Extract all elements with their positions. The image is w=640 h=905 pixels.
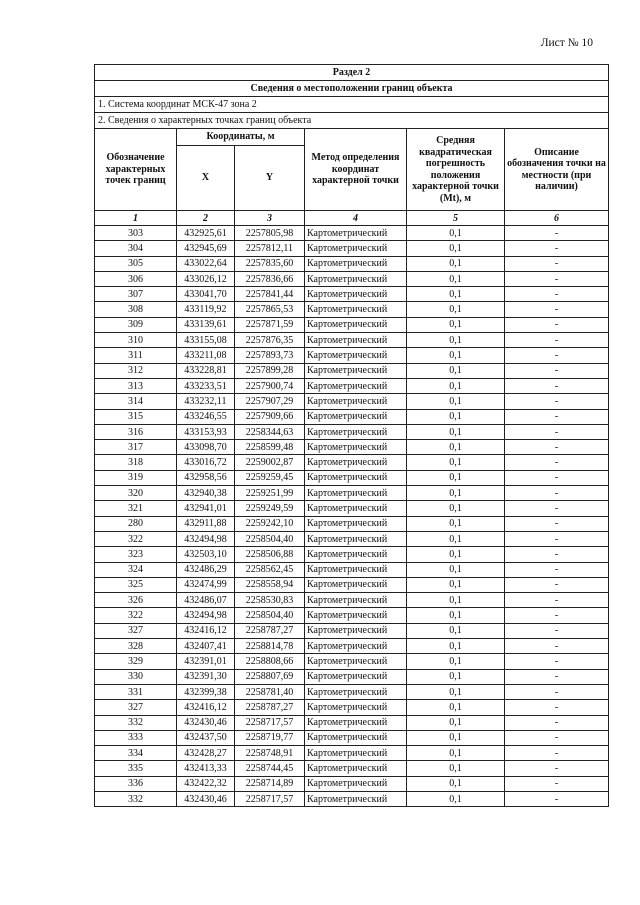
coord-x-cell: 432940,38 xyxy=(177,486,235,501)
description-cell: - xyxy=(505,547,609,562)
description-cell: - xyxy=(505,761,609,776)
coord-x-cell: 432416,12 xyxy=(177,700,235,715)
method-cell: Картометрический xyxy=(305,455,407,470)
point-id-cell: 328 xyxy=(95,639,177,654)
table-row xyxy=(95,547,609,562)
method-cell: Картометрический xyxy=(305,761,407,776)
coord-x-cell: 432925,61 xyxy=(177,226,235,241)
error-cell: 0,1 xyxy=(407,440,505,455)
coord-x-cell: 433026,12 xyxy=(177,271,235,286)
error-cell: 0,1 xyxy=(407,378,505,393)
coord-x-cell: 432911,88 xyxy=(177,516,235,531)
table-row xyxy=(95,378,609,393)
coord-y-cell: 2257900,74 xyxy=(235,378,305,393)
coord-y-cell: 2259251,99 xyxy=(235,486,305,501)
table-row xyxy=(95,700,609,715)
description-cell: - xyxy=(505,608,609,623)
coord-y-cell: 2259259,45 xyxy=(235,470,305,485)
method-cell: Картометрический xyxy=(305,715,407,730)
coord-y-cell: 2258504,40 xyxy=(235,531,305,546)
method-cell: Картометрический xyxy=(305,776,407,791)
table-row xyxy=(95,241,609,256)
method-cell: Картометрический xyxy=(305,317,407,332)
description-cell: - xyxy=(505,317,609,332)
error-cell: 0,1 xyxy=(407,562,505,577)
description-cell: - xyxy=(505,730,609,745)
table-row xyxy=(95,776,609,791)
error-cell: 0,1 xyxy=(407,256,505,271)
coord-x-cell: 433041,70 xyxy=(177,287,235,302)
coord-y-cell: 2258808,66 xyxy=(235,654,305,669)
description-cell: - xyxy=(505,409,609,424)
coord-x-cell: 432958,56 xyxy=(177,470,235,485)
method-cell: Картометрический xyxy=(305,302,407,317)
point-id-cell: 307 xyxy=(95,287,177,302)
description-cell: - xyxy=(505,241,609,256)
description-cell: - xyxy=(505,424,609,439)
error-cell: 0,1 xyxy=(407,394,505,409)
section-subtitle: Сведения о местоположении границ объекта xyxy=(95,81,609,97)
table-row xyxy=(95,608,609,623)
coord-y-cell: 2258562,45 xyxy=(235,562,305,577)
table-row xyxy=(95,593,609,608)
coord-x-cell: 433098,70 xyxy=(177,440,235,455)
coord-x-cell: 432422,32 xyxy=(177,776,235,791)
error-cell: 0,1 xyxy=(407,608,505,623)
point-id-cell: 325 xyxy=(95,577,177,592)
point-id-cell: 313 xyxy=(95,378,177,393)
error-cell: 0,1 xyxy=(407,547,505,562)
method-cell: Картометрический xyxy=(305,226,407,241)
coord-x-cell: 433119,92 xyxy=(177,302,235,317)
coord-x-cell: 432391,30 xyxy=(177,669,235,684)
error-cell: 0,1 xyxy=(407,593,505,608)
description-cell: - xyxy=(505,516,609,531)
coord-y-cell: 2257899,28 xyxy=(235,363,305,378)
description-cell: - xyxy=(505,700,609,715)
coord-x-cell: 432474,99 xyxy=(177,577,235,592)
description-cell: - xyxy=(505,715,609,730)
method-cell: Картометрический xyxy=(305,348,407,363)
table-row xyxy=(95,715,609,730)
col-number: 1 xyxy=(95,211,177,226)
table-row xyxy=(95,424,609,439)
table-row xyxy=(95,363,609,378)
error-cell: 0,1 xyxy=(407,287,505,302)
coord-y-cell: 2258558,94 xyxy=(235,577,305,592)
coord-y-cell: 2259002,87 xyxy=(235,455,305,470)
point-id-cell: 304 xyxy=(95,241,177,256)
col-number: 6 xyxy=(505,211,609,226)
point-id-cell: 322 xyxy=(95,531,177,546)
coordinate-system-line: 1. Система координат МСК-47 зона 2 xyxy=(95,97,609,113)
description-cell: - xyxy=(505,333,609,348)
coord-x-cell: 432416,12 xyxy=(177,623,235,638)
point-id-cell: 311 xyxy=(95,348,177,363)
description-cell: - xyxy=(505,363,609,378)
table-row xyxy=(95,669,609,684)
description-cell: - xyxy=(505,455,609,470)
description-cell: - xyxy=(505,577,609,592)
description-cell: - xyxy=(505,623,609,638)
table-row xyxy=(95,455,609,470)
method-cell: Картометрический xyxy=(305,378,407,393)
coord-x-cell: 433139,61 xyxy=(177,317,235,332)
description-cell: - xyxy=(505,776,609,791)
description-cell: - xyxy=(505,486,609,501)
coord-y-cell: 2258717,57 xyxy=(235,715,305,730)
table-row xyxy=(95,226,609,241)
coord-y-cell: 2258714,89 xyxy=(235,776,305,791)
coord-y-cell: 2257907,29 xyxy=(235,394,305,409)
table-row xyxy=(95,470,609,485)
coord-x-cell: 432945,69 xyxy=(177,241,235,256)
coord-x-cell: 432391,01 xyxy=(177,654,235,669)
coord-y-cell: 2258814,78 xyxy=(235,639,305,654)
coord-y-cell: 2258530,83 xyxy=(235,593,305,608)
point-id-cell: 318 xyxy=(95,455,177,470)
coord-y-cell: 2257805,98 xyxy=(235,226,305,241)
method-cell: Картометрический xyxy=(305,577,407,592)
coord-y-cell: 2257835,60 xyxy=(235,256,305,271)
description-cell: - xyxy=(505,791,609,806)
error-cell: 0,1 xyxy=(407,486,505,501)
header-y: Y xyxy=(235,146,305,211)
description-cell: - xyxy=(505,684,609,699)
coord-y-cell: 2258744,45 xyxy=(235,761,305,776)
coord-x-cell: 433211,08 xyxy=(177,348,235,363)
method-cell: Картометрический xyxy=(305,669,407,684)
coord-y-cell: 2257893,73 xyxy=(235,348,305,363)
coord-y-cell: 2257841,44 xyxy=(235,287,305,302)
error-cell: 0,1 xyxy=(407,700,505,715)
point-id-cell: 317 xyxy=(95,440,177,455)
error-cell: 0,1 xyxy=(407,363,505,378)
point-id-cell: 305 xyxy=(95,256,177,271)
header-description: Описание обозначения точки на местности (при наличии) xyxy=(505,129,609,211)
point-id-cell: 315 xyxy=(95,409,177,424)
method-cell: Картометрический xyxy=(305,363,407,378)
method-cell: Картометрический xyxy=(305,440,407,455)
error-cell: 0,1 xyxy=(407,730,505,745)
table-row xyxy=(95,302,609,317)
error-cell: 0,1 xyxy=(407,516,505,531)
point-id-cell: 329 xyxy=(95,654,177,669)
method-cell: Картометрический xyxy=(305,562,407,577)
method-cell: Картометрический xyxy=(305,593,407,608)
point-id-cell: 280 xyxy=(95,516,177,531)
point-id-cell: 320 xyxy=(95,486,177,501)
coord-x-cell: 432503,10 xyxy=(177,547,235,562)
description-cell: - xyxy=(505,593,609,608)
point-id-cell: 327 xyxy=(95,700,177,715)
method-cell: Картометрический xyxy=(305,424,407,439)
method-cell: Картометрический xyxy=(305,486,407,501)
method-cell: Картометрический xyxy=(305,333,407,348)
coord-y-cell: 2259249,59 xyxy=(235,501,305,516)
coord-x-cell: 432486,29 xyxy=(177,562,235,577)
point-id-cell: 322 xyxy=(95,608,177,623)
col-number: 2 xyxy=(177,211,235,226)
description-cell: - xyxy=(505,256,609,271)
point-id-cell: 327 xyxy=(95,623,177,638)
description-cell: - xyxy=(505,287,609,302)
sheet-number: Лист № 10 xyxy=(540,37,593,49)
table-row xyxy=(95,287,609,302)
method-cell: Картометрический xyxy=(305,700,407,715)
table-row xyxy=(95,761,609,776)
description-cell: - xyxy=(505,271,609,286)
description-cell: - xyxy=(505,501,609,516)
method-cell: Картометрический xyxy=(305,394,407,409)
method-cell: Картометрический xyxy=(305,746,407,761)
point-id-cell: 306 xyxy=(95,271,177,286)
coord-y-cell: 2258717,57 xyxy=(235,791,305,806)
coord-x-cell: 432486,07 xyxy=(177,593,235,608)
point-id-cell: 321 xyxy=(95,501,177,516)
table-row xyxy=(95,623,609,638)
coord-x-cell: 432430,46 xyxy=(177,791,235,806)
method-cell: Картометрический xyxy=(305,531,407,546)
method-cell: Картометрический xyxy=(305,470,407,485)
coord-y-cell: 2258807,69 xyxy=(235,669,305,684)
coord-x-cell: 433155,08 xyxy=(177,333,235,348)
method-cell: Картометрический xyxy=(305,730,407,745)
table-row xyxy=(95,271,609,286)
header-point-designation: Обозначение характерных точек границ xyxy=(95,129,177,211)
description-cell: - xyxy=(505,669,609,684)
point-id-cell: 309 xyxy=(95,317,177,332)
boundary-points-table xyxy=(94,64,609,807)
method-cell: Картометрический xyxy=(305,241,407,256)
table-row xyxy=(95,577,609,592)
point-id-cell: 326 xyxy=(95,593,177,608)
coord-x-cell: 432407,41 xyxy=(177,639,235,654)
point-id-cell: 335 xyxy=(95,761,177,776)
error-cell: 0,1 xyxy=(407,424,505,439)
table-row xyxy=(95,791,609,806)
description-cell: - xyxy=(505,562,609,577)
error-cell: 0,1 xyxy=(407,317,505,332)
point-id-cell: 303 xyxy=(95,226,177,241)
method-cell: Картометрический xyxy=(305,608,407,623)
point-id-cell: 316 xyxy=(95,424,177,439)
method-cell: Картометрический xyxy=(305,287,407,302)
error-cell: 0,1 xyxy=(407,577,505,592)
table-row xyxy=(95,440,609,455)
table-row xyxy=(95,684,609,699)
table-row xyxy=(95,348,609,363)
error-cell: 0,1 xyxy=(407,715,505,730)
coord-y-cell: 2257836,66 xyxy=(235,271,305,286)
coord-x-cell: 432437,50 xyxy=(177,730,235,745)
point-id-cell: 332 xyxy=(95,791,177,806)
method-cell: Картометрический xyxy=(305,623,407,638)
points-info-line: 2. Сведения о характерных точках границ объекта xyxy=(95,113,609,129)
description-cell: - xyxy=(505,394,609,409)
coord-y-cell: 2257865,53 xyxy=(235,302,305,317)
error-cell: 0,1 xyxy=(407,654,505,669)
col-number: 5 xyxy=(407,211,505,226)
description-cell: - xyxy=(505,226,609,241)
coord-x-cell: 432430,46 xyxy=(177,715,235,730)
header-x: X xyxy=(177,146,235,211)
error-cell: 0,1 xyxy=(407,409,505,424)
coord-x-cell: 433232,11 xyxy=(177,394,235,409)
table-row xyxy=(95,501,609,516)
description-cell: - xyxy=(505,348,609,363)
table-row xyxy=(95,256,609,271)
coord-x-cell: 433228,81 xyxy=(177,363,235,378)
error-cell: 0,1 xyxy=(407,226,505,241)
coord-x-cell: 433153,93 xyxy=(177,424,235,439)
coord-x-cell: 432941,01 xyxy=(177,501,235,516)
error-cell: 0,1 xyxy=(407,501,505,516)
table-row xyxy=(95,409,609,424)
error-cell: 0,1 xyxy=(407,470,505,485)
coord-y-cell: 2258787,27 xyxy=(235,623,305,638)
coord-x-cell: 433016,72 xyxy=(177,455,235,470)
error-cell: 0,1 xyxy=(407,776,505,791)
coord-y-cell: 2258748,91 xyxy=(235,746,305,761)
header-error: Средняя квадратическая погрешность положения характерной точки (Mt), м xyxy=(407,129,505,211)
table-row xyxy=(95,333,609,348)
error-cell: 0,1 xyxy=(407,333,505,348)
table-row xyxy=(95,531,609,546)
coord-y-cell: 2258506,88 xyxy=(235,547,305,562)
coord-y-cell: 2258719,77 xyxy=(235,730,305,745)
point-id-cell: 333 xyxy=(95,730,177,745)
error-cell: 0,1 xyxy=(407,746,505,761)
coord-y-cell: 2257812,11 xyxy=(235,241,305,256)
error-cell: 0,1 xyxy=(407,761,505,776)
method-cell: Картометрический xyxy=(305,409,407,424)
coord-y-cell: 2258781,40 xyxy=(235,684,305,699)
description-cell: - xyxy=(505,654,609,669)
method-cell: Картометрический xyxy=(305,639,407,654)
coord-x-cell: 432399,38 xyxy=(177,684,235,699)
table-row xyxy=(95,394,609,409)
table-body xyxy=(95,226,609,807)
coord-x-cell: 432494,98 xyxy=(177,608,235,623)
method-cell: Картометрический xyxy=(305,547,407,562)
description-cell: - xyxy=(505,639,609,654)
method-cell: Картометрический xyxy=(305,271,407,286)
header-coordinates: Координаты, м xyxy=(177,129,305,146)
description-cell: - xyxy=(505,746,609,761)
point-id-cell: 319 xyxy=(95,470,177,485)
point-id-cell: 334 xyxy=(95,746,177,761)
coord-y-cell: 2257871,59 xyxy=(235,317,305,332)
table-row xyxy=(95,639,609,654)
coord-x-cell: 433246,55 xyxy=(177,409,235,424)
error-cell: 0,1 xyxy=(407,271,505,286)
description-cell: - xyxy=(505,378,609,393)
error-cell: 0,1 xyxy=(407,241,505,256)
table-row xyxy=(95,486,609,501)
method-cell: Картометрический xyxy=(305,516,407,531)
point-id-cell: 331 xyxy=(95,684,177,699)
col-number: 3 xyxy=(235,211,305,226)
coord-x-cell: 432413,33 xyxy=(177,761,235,776)
error-cell: 0,1 xyxy=(407,455,505,470)
header-method: Метод определения координат характерной точки xyxy=(305,129,407,211)
method-cell: Картометрический xyxy=(305,684,407,699)
error-cell: 0,1 xyxy=(407,791,505,806)
table-row xyxy=(95,730,609,745)
error-cell: 0,1 xyxy=(407,639,505,654)
error-cell: 0,1 xyxy=(407,623,505,638)
description-cell: - xyxy=(505,302,609,317)
col-number: 4 xyxy=(305,211,407,226)
table-row xyxy=(95,562,609,577)
point-id-cell: 330 xyxy=(95,669,177,684)
point-id-cell: 314 xyxy=(95,394,177,409)
point-id-cell: 312 xyxy=(95,363,177,378)
method-cell: Картометрический xyxy=(305,501,407,516)
coord-y-cell: 2257876,35 xyxy=(235,333,305,348)
point-id-cell: 324 xyxy=(95,562,177,577)
method-cell: Картометрический xyxy=(305,256,407,271)
section-title: Раздел 2 xyxy=(95,65,609,81)
error-cell: 0,1 xyxy=(407,302,505,317)
coord-x-cell: 433022,64 xyxy=(177,256,235,271)
point-id-cell: 332 xyxy=(95,715,177,730)
coord-y-cell: 2257909,66 xyxy=(235,409,305,424)
table-row xyxy=(95,654,609,669)
description-cell: - xyxy=(505,440,609,455)
error-cell: 0,1 xyxy=(407,684,505,699)
coord-y-cell: 2258344,63 xyxy=(235,424,305,439)
error-cell: 0,1 xyxy=(407,348,505,363)
point-id-cell: 310 xyxy=(95,333,177,348)
coord-x-cell: 432494,98 xyxy=(177,531,235,546)
error-cell: 0,1 xyxy=(407,531,505,546)
point-id-cell: 308 xyxy=(95,302,177,317)
coord-y-cell: 2258787,27 xyxy=(235,700,305,715)
description-cell: - xyxy=(505,470,609,485)
coord-x-cell: 432428,27 xyxy=(177,746,235,761)
point-id-cell: 323 xyxy=(95,547,177,562)
point-id-cell: 336 xyxy=(95,776,177,791)
coord-y-cell: 2258599,48 xyxy=(235,440,305,455)
coord-x-cell: 433233,51 xyxy=(177,378,235,393)
coord-y-cell: 2259242,10 xyxy=(235,516,305,531)
error-cell: 0,1 xyxy=(407,669,505,684)
table-row xyxy=(95,746,609,761)
method-cell: Картометрический xyxy=(305,791,407,806)
table-row xyxy=(95,317,609,332)
description-cell: - xyxy=(505,531,609,546)
coord-y-cell: 2258504,40 xyxy=(235,608,305,623)
method-cell: Картометрический xyxy=(305,654,407,669)
table-row xyxy=(95,516,609,531)
